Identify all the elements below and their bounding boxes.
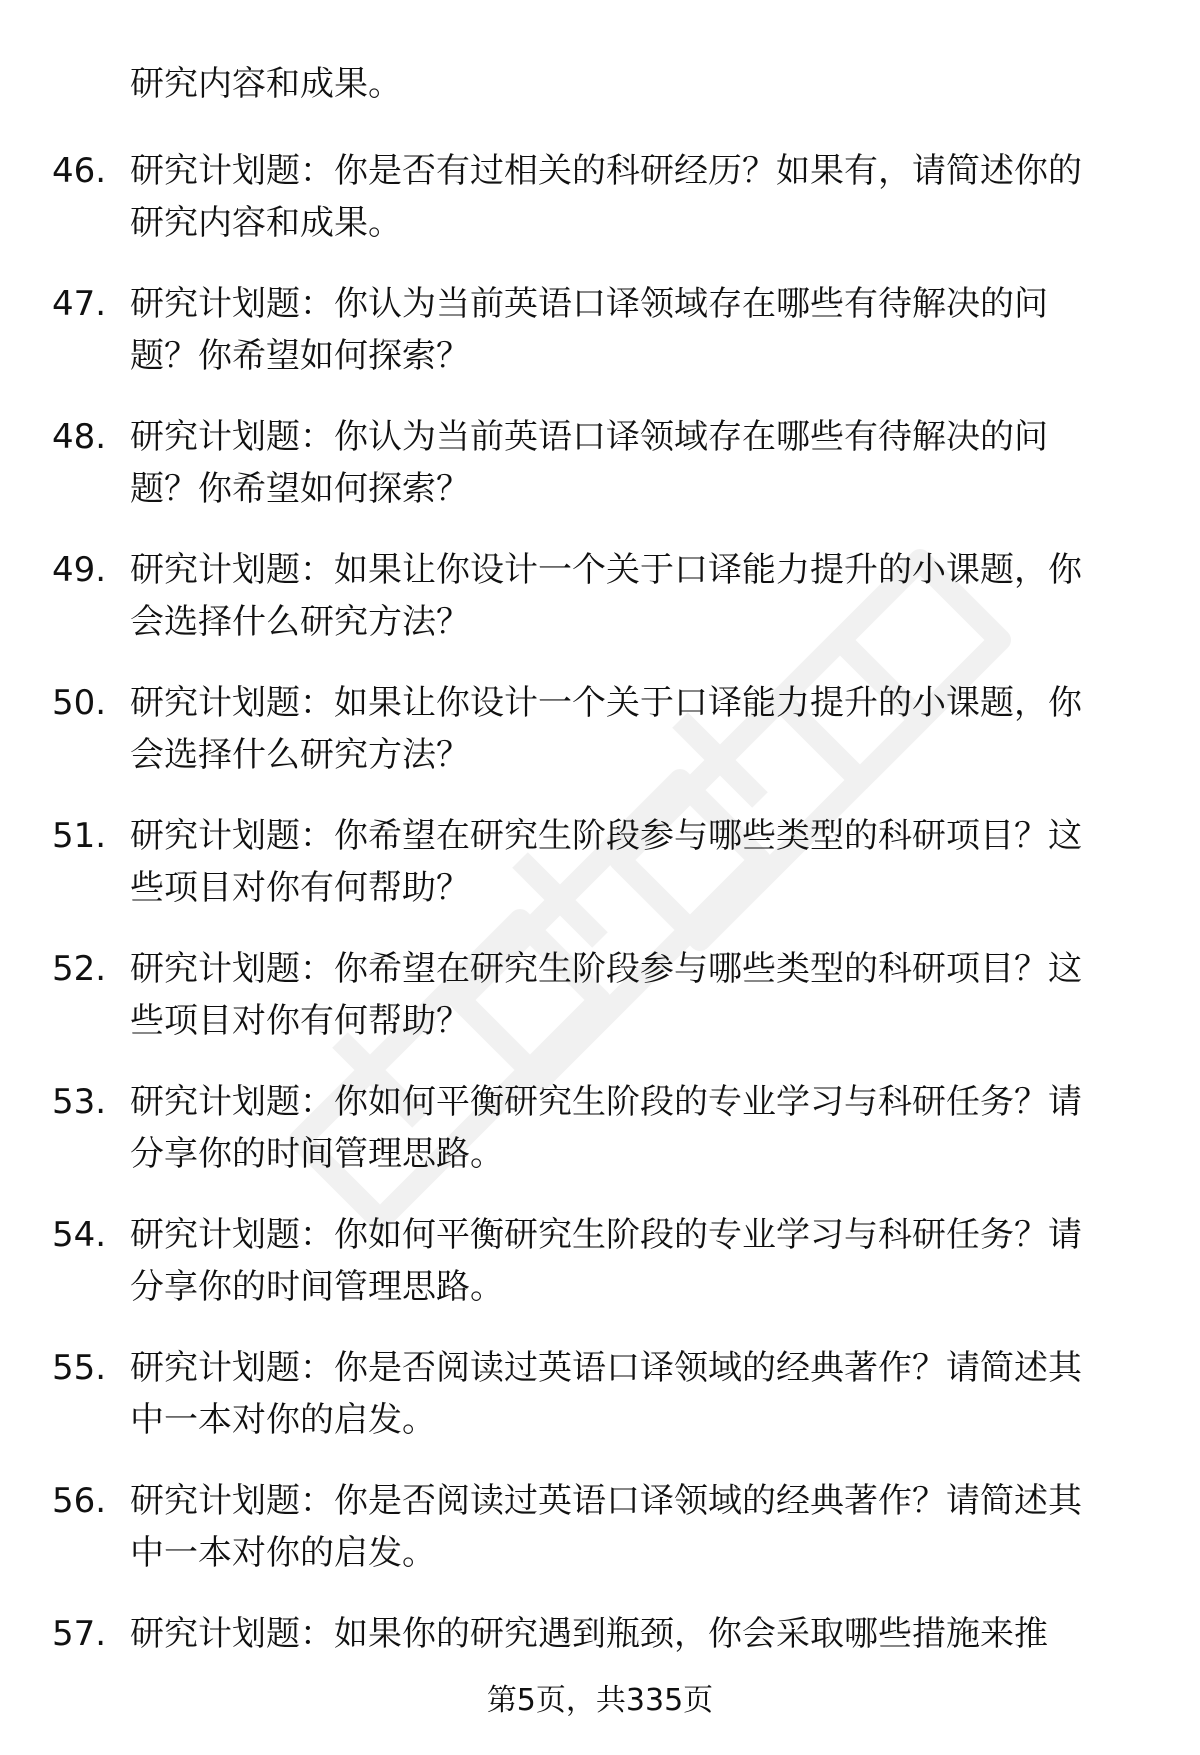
question-text-line-1: 研究计划题：你是否有过相关的科研经历？如果有，请简述你的: [130, 151, 1082, 191]
question-text-line-2: 研究内容和成果。: [130, 203, 402, 243]
page-indicator: 第5页，共335页: [486, 1683, 714, 1718]
question-number: 50.: [52, 683, 107, 723]
question-text-line-2: 中一本对你的启发。: [130, 1400, 436, 1440]
question-item: [0, 544, 1200, 677]
question-text-line-1: 研究计划题：你认为当前英语口译领域存在哪些有待解决的问: [130, 417, 1048, 457]
question-number: 52.: [52, 949, 107, 989]
question-item: [0, 1342, 1200, 1475]
question-number: 57.: [52, 1614, 107, 1654]
question-number: 54.: [52, 1215, 107, 1255]
question-number: 55.: [52, 1348, 107, 1388]
question-number: 49.: [52, 550, 107, 590]
question-text-line-1: 研究计划题：你认为当前英语口译领域存在哪些有待解决的问: [130, 284, 1048, 324]
question-item: [0, 1475, 1200, 1608]
question-text-line-1: 研究计划题：如果你的研究遇到瓶颈，你会采取哪些措施来推: [130, 1614, 1048, 1654]
question-item: [0, 943, 1200, 1076]
question-text-line-1: 研究计划题：你希望在研究生阶段参与哪些类型的科研项目？这: [130, 949, 1082, 989]
question-text-line-1: 研究计划题：你如何平衡研究生阶段的专业学习与科研任务？请: [130, 1082, 1082, 1122]
question-item: [0, 1076, 1200, 1209]
question-text-line-1: 研究计划题：如果让你设计一个关于口译能力提升的小课题，你: [130, 550, 1082, 590]
question-text-line-1: 研究计划题：你是否阅读过英语口译领域的经典著作？请简述其: [130, 1348, 1082, 1388]
question-item: [0, 145, 1200, 278]
question-number: 56.: [52, 1481, 107, 1521]
question-number: 51.: [52, 816, 107, 856]
question-text-line-1: 研究计划题：如果让你设计一个关于口译能力提升的小课题，你: [130, 683, 1082, 723]
question-item: [0, 1209, 1200, 1342]
question-text-line-1: 研究计划题：你是否阅读过英语口译领域的经典著作？请简述其: [130, 1481, 1082, 1521]
question-item: [0, 278, 1200, 411]
question-number: 46.: [52, 151, 107, 191]
question-number: 53.: [52, 1082, 107, 1122]
question-text-line-2: 些项目对你有何帮助？: [130, 868, 470, 908]
question-number: 47.: [52, 284, 107, 324]
question-text-line-1: 研究计划题：你希望在研究生阶段参与哪些类型的科研项目？这: [130, 816, 1082, 856]
question-number: 48.: [52, 417, 107, 457]
question-list: [0, 145, 1200, 1741]
question-item: [0, 411, 1200, 544]
question-text-line-2: 中一本对你的启发。: [130, 1533, 436, 1573]
question-text-line-2: 题？你希望如何探索？: [130, 469, 470, 509]
question-item: [0, 677, 1200, 810]
question-item: [0, 810, 1200, 943]
question-text-line-1: 研究计划题：你如何平衡研究生阶段的专业学习与科研任务？请: [130, 1215, 1082, 1255]
question-text-line-2: 些项目对你有何帮助？: [130, 1001, 470, 1041]
question-text-line-2: 分享你的时间管理思路。: [130, 1134, 504, 1174]
question-text-line-2: 题？你希望如何探索？: [130, 336, 470, 376]
question-text-line-2: 会选择什么研究方法？: [130, 735, 470, 775]
question-text-line-2: 会选择什么研究方法？: [130, 602, 470, 642]
question-text-line-2: 分享你的时间管理思路。: [130, 1267, 504, 1307]
continuation-line: 研究内容和成果。: [130, 64, 402, 104]
